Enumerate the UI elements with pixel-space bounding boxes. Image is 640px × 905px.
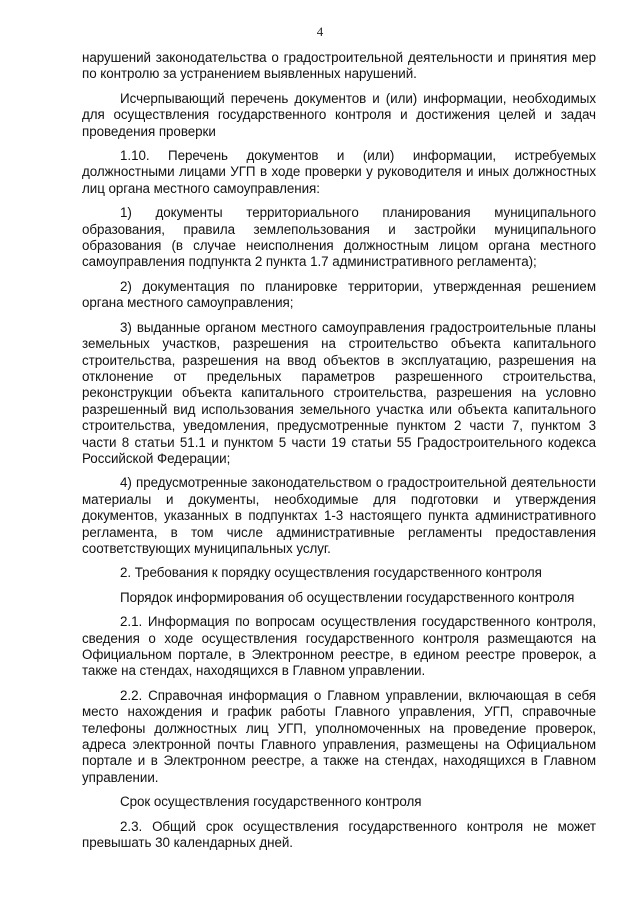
list-item-1: 1) документы территориального планирования муниципального образования, правила землепользования и застройки муниципального образования (в случае неисполнения должностным лицом органа местного самоуправления подпункта 2 пункта 1.7 административного регламента);	[82, 205, 596, 270]
section-heading-documents-list: Исчерпывающий перечень документов и (или) информации, необходимых для осуществления государственного контроля и достижения целей и задач проведения проверки	[82, 90, 596, 139]
list-item-2: 2) документация по планировке территории, утвержденная решением органа местного самоуправления;	[82, 278, 596, 311]
paragraph-2-2: 2.2. Справочная информация о Главном управлении, включающая в себя место нахождения и график работы Главного управления, УГП, справочные телефоны должностных лиц УГП, уполномоченных на проведение проверок, адреса электронной почты Главного управления, размещены на Официальном портале и в Электронном реестре, а также на стендах, находящихся в Главном управлении.	[82, 687, 596, 785]
list-item-4: 4) предусмотренные законодательством о градостроительной деятельности материалы и документы, необходимые для подготовки и утверждения документов, указанных в подпунктах 1-3 настоящего пункта административного регламента, в том числе административные регламенты предоставления соответствующих муниципальных услуг.	[82, 475, 596, 556]
paragraph-2-3: 2.3. Общий срок осуществления государственного контроля не может превышать 30 календарных дней.	[82, 818, 596, 851]
paragraph-continuation: нарушений законодательства о градостроительной деятельности и принятия мер по контролю за устранением выявленных нарушений.	[82, 50, 596, 82]
paragraph-1-10: 1.10. Перечень документов и (или) информации, истребуемых должностными лицами УГП в ходе проверки у руководителя и иных должностных лиц органа местного самоуправления:	[82, 148, 596, 196]
page-number: 4	[316, 24, 324, 39]
paragraph-2-1: 2.1. Информация по вопросам осуществления государственного контроля, сведения о ходе осуществления государственного контроля размещаются на Официальном портале, в Электронном реестре, в едином реестре проверок, а также на стендах, находящихся в Главном управлении.	[82, 614, 596, 679]
list-item-3: 3) выданные органом местного самоуправления градостроительные планы земельных участков, разрешения на строительство объекта капитального строительства, разрешения на ввод объектов в эксплуатацию, разрешения на отклонение от предельных параметров разрешенного строительства, реконструкции объекта капитального строительства, разрешения на условно разрешенный вид использования земельного участка или объекта капитального строительства, уведомления, предусмотренные пунктом 2 части 7, пунктом 3 части 8 статьи 51.1 и пунктом 5 части 19 статьи 55 Градостроительного кодекса Российской Федерации;	[82, 319, 596, 466]
subsection-heading-informing: Порядок информирования об осуществлении государственного контроля	[120, 589, 575, 605]
section-heading-2: 2. Требования к порядку осуществления государственного контроля	[120, 565, 542, 581]
document-body	[82, 50, 596, 859]
subsection-heading-term: Срок осуществления государственного контроля	[120, 794, 422, 810]
